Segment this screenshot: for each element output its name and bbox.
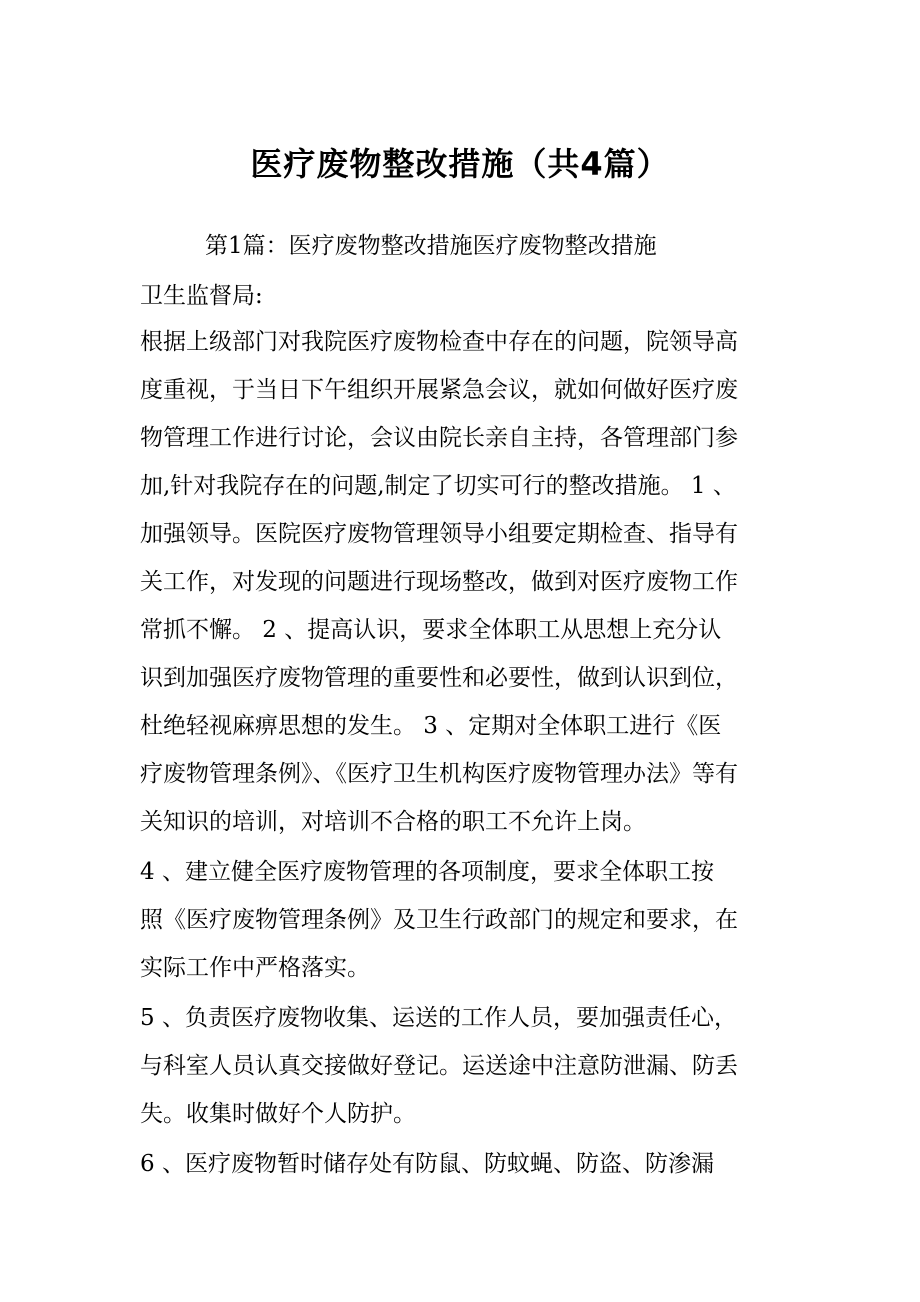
paragraph-line: 失。收集时做好个人防护。 <box>140 1101 416 1127</box>
paragraph-line: 疗废物管理条例》、《医疗卫生机构医疗废物管理办法》等有 <box>140 761 738 787</box>
paragraph-line: 关知识的培训，对培训不合格的职工不允许上岗。 <box>140 809 646 835</box>
paragraph-line: 6 、医疗废物暂时储存处有防鼠、防蚊蝇、防盗、防渗漏 <box>140 1151 714 1177</box>
paragraph-line: 5 、负责医疗废物收集、运送的工作人员，要加强责任心， <box>140 1005 737 1031</box>
paragraph-line: 根据上级部门对我院医疗废物检查中存在的问题，院领导高 <box>140 329 738 355</box>
document-title: 医疗废物整改措施（共4篇） <box>250 145 670 183</box>
paragraph-line: 与科室人员认真交接做好登记。运送途中注意防泄漏、防丢 <box>140 1053 738 1079</box>
paragraph-line: 度重视，于当日下午组织开展紧急会议，就如何做好医疗废 <box>140 377 738 403</box>
paragraph-line: 实际工作中严格落实。 <box>140 955 370 981</box>
paragraph-line: 物管理工作进行讨论，会议由院长亲自主持，各管理部门参 <box>140 425 738 451</box>
paragraph-line: 加,针对我院存在的问题,制定了切实可行的整改措施。 1 、 <box>140 473 736 499</box>
paragraph-line: 识到加强医疗废物管理的重要性和必要性，做到认识到位， <box>140 665 738 691</box>
paragraph-line: 关工作，对发现的问题进行现场整改，做到对医疗废物工作 <box>140 569 738 595</box>
paragraph-line: 加强领导。医院医疗废物管理领导小组要定期检查、指导有 <box>140 521 738 547</box>
paragraph-line: 杜绝轻视麻痹思想的发生。 3 、定期对全体职工进行《医 <box>140 713 722 739</box>
paragraph-line: 照《医疗废物管理条例》及卫生行政部门的规定和要求，在 <box>140 907 738 933</box>
paragraph-line: 常抓不懈。 2 、提高认识，要求全体职工从思想上充分认 <box>140 617 722 643</box>
paragraph-line: 4 、建立健全医疗废物管理的各项制度，要求全体职工按 <box>140 859 714 885</box>
addressee-line: 卫生监督局: <box>140 283 263 309</box>
section-heading: 第1篇：医疗废物整改措施医疗废物整改措施 <box>205 233 657 259</box>
